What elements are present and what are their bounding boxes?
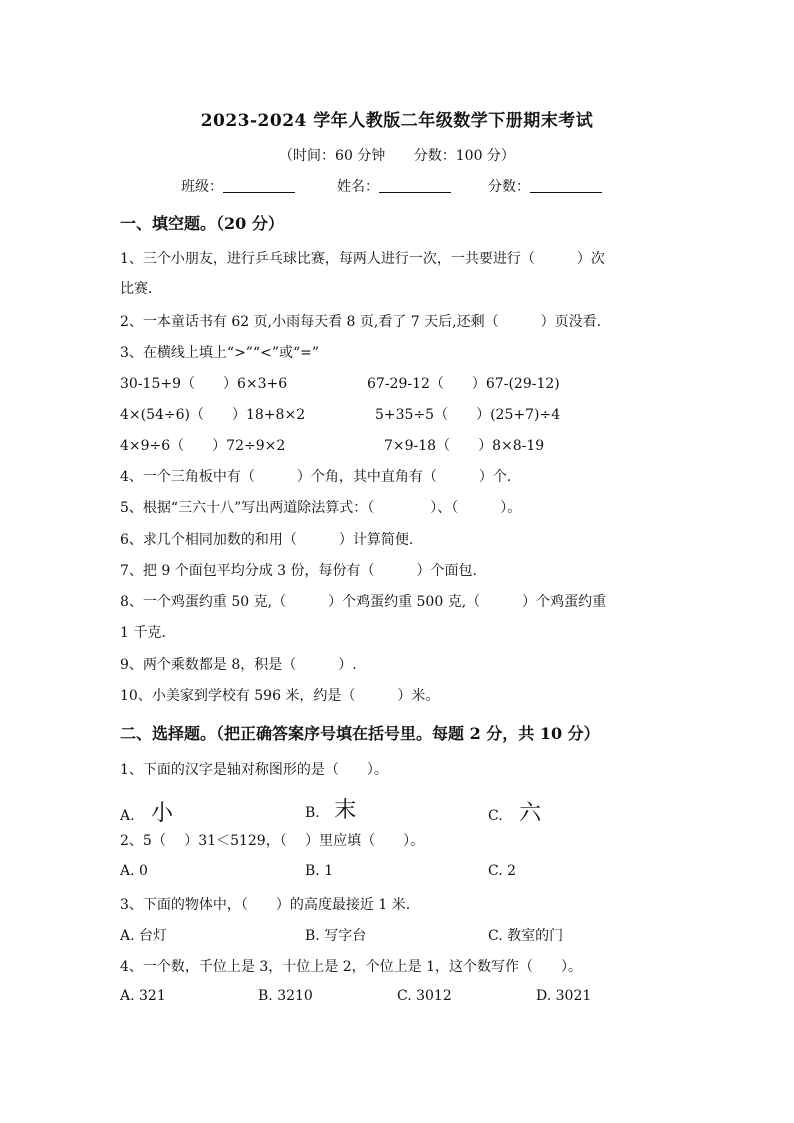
page-title: 2023-2024 学年人教版二年级数学下册期末考试 xyxy=(200,111,594,131)
option-2-1-b xyxy=(305,793,356,824)
option-2-3-a: A. 台灯 xyxy=(120,928,168,944)
question-2-2: 2、5（ ）31＜5129，（ ）里应填（ ）。 xyxy=(120,833,425,849)
option-letter: B. xyxy=(305,805,320,821)
question-2-4: 4、一个数，千位上是 3，十位上是 2，个位上是 1，这个数写作（ ）。 xyxy=(120,959,582,975)
compare-2b: 5+35÷5（ ）(25+7)÷4 xyxy=(375,407,561,423)
class-field xyxy=(181,176,295,196)
option-letter: A. xyxy=(120,808,135,824)
name-blank[interactable] xyxy=(379,178,451,193)
score-label: 分数：100 分） xyxy=(413,148,515,164)
question-1-5: 5、根据“三六十八”写出两道除法算式：（ ）、（ ）。 xyxy=(120,500,522,516)
option-2-1-a xyxy=(120,796,173,827)
compare-3b: 7×9-18（ ）8×8-19 xyxy=(384,438,545,454)
compare-1a: 30-15+9（ ）6×3+6 xyxy=(120,376,288,392)
time-label: （时间：60 分钟 xyxy=(279,148,386,164)
option-2-4-a: A. 321 xyxy=(120,988,166,1004)
question-2-1: 1、下面的汉字是轴对称图形的是（ ）。 xyxy=(120,762,388,778)
question-1-8-cont: 1 千克. xyxy=(120,625,166,641)
option-2-4-d: D. 3021 xyxy=(536,988,592,1004)
exam-meta xyxy=(0,145,794,165)
question-1-10: 10、小美家到学校有 596 米，约是（ ）米。 xyxy=(120,688,440,704)
option-2-2-c: C. 2 xyxy=(488,863,517,879)
option-letter: C. xyxy=(488,808,503,824)
question-1-8: 8、一个鸡蛋约重 50 克,（ ）个鸡蛋约重 500 克,（ ）个鸡蛋约重 xyxy=(120,594,607,610)
question-2-3: 3、下面的物体中，（ ）的高度最接近 1 米. xyxy=(120,897,411,913)
question-1-7: 7、把 9 个面包平均分成 3 份，每份有（ ）个面包. xyxy=(120,563,477,579)
question-1-6: 6、求几个相同加数的和用（ ）计算简便. xyxy=(120,532,414,548)
option-2-4-c: C. 3012 xyxy=(397,988,452,1004)
question-1-2: 2、一本童话书有 62 页,小雨每天看 8 页,看了 7 天后,还剩（ ）页没看. xyxy=(120,314,602,330)
name-field xyxy=(337,176,451,196)
option-2-2-a: A. 0 xyxy=(120,863,148,879)
compare-2a: 4×(54÷6)（ ）18+8×2 xyxy=(120,407,306,423)
question-1-4: 4、一个三角板中有（ ）个角，其中直角有（ ）个. xyxy=(120,469,512,485)
question-1-9: 9、两个乘数都是 8，积是（ ）. xyxy=(120,657,357,673)
option-char: 小 xyxy=(151,801,174,826)
compare-1b: 67-29-12（ ）67-(29-12) xyxy=(367,376,560,392)
points-field xyxy=(488,176,602,196)
option-2-4-b: B. 3210 xyxy=(258,988,313,1004)
name-label: 姓名： xyxy=(337,179,379,195)
question-1-1-cont: 比赛. xyxy=(120,281,153,297)
compare-3a: 4×9÷6（ ）72÷9×2 xyxy=(120,438,286,454)
class-blank[interactable] xyxy=(223,178,295,193)
option-2-3-b: B. 写字台 xyxy=(305,928,367,944)
question-1-1: 1、三个小朋友，进行乒乓球比赛，每两人进行一次，一共要进行（ ）次 xyxy=(120,251,605,267)
section-1-heading: 一、填空题。（20 分） xyxy=(120,214,284,233)
section-2-heading: 二、选择题。（把正确答案序号填在括号里。每题 2 分，共 10 分） xyxy=(120,724,600,743)
points-blank[interactable] xyxy=(530,178,602,193)
points-label: 分数： xyxy=(488,179,530,195)
option-2-3-c: C. 教室的门 xyxy=(488,928,564,944)
option-2-1-c xyxy=(488,796,541,827)
question-1-3: 3、在横线上填上“>”“<”或“=” xyxy=(120,345,320,361)
class-label: 班级： xyxy=(181,179,223,195)
option-char: 六 xyxy=(519,801,542,826)
option-2-2-b: B. 1 xyxy=(305,863,334,879)
option-char: 末 xyxy=(334,798,357,823)
